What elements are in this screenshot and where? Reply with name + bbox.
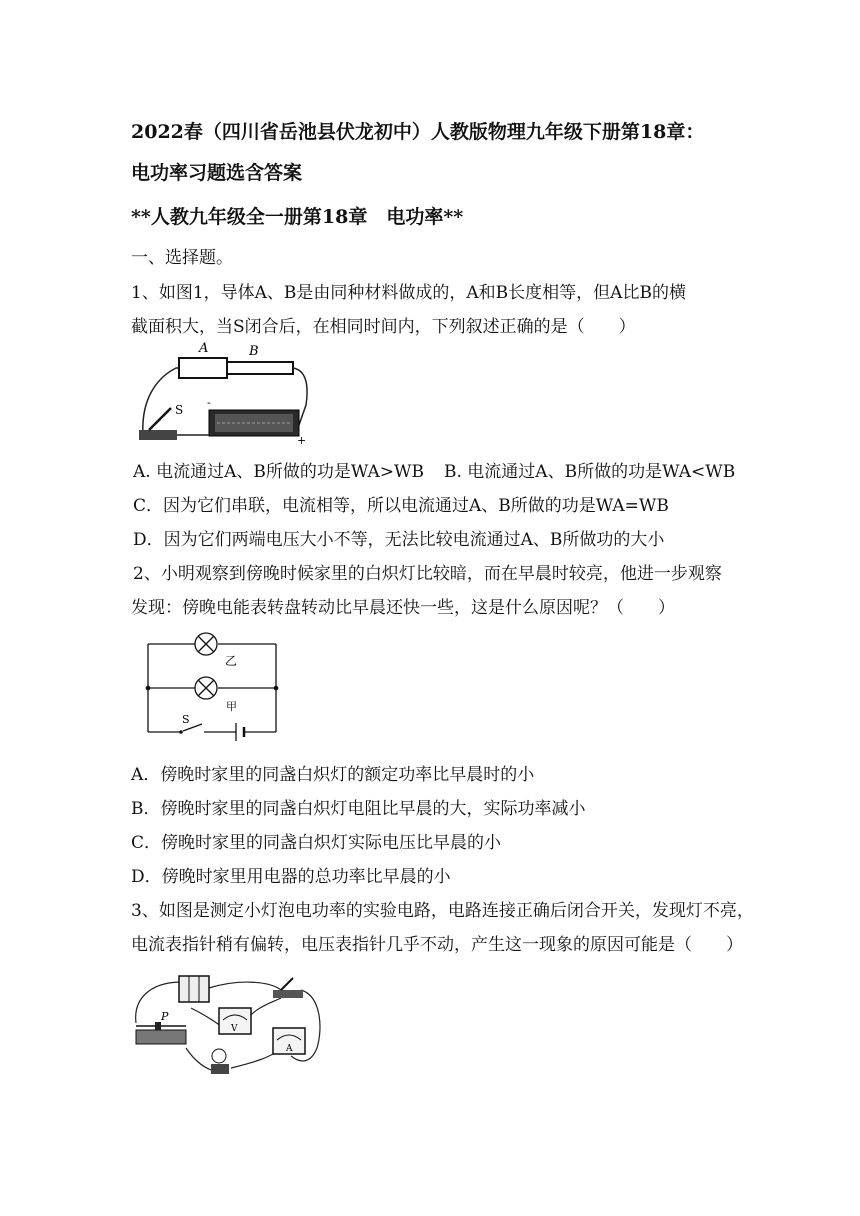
svg-text:-: - — [207, 396, 211, 409]
rheostat — [136, 1030, 186, 1044]
q2-circuit-figure — [140, 632, 285, 744]
label-s: S — [182, 713, 190, 726]
lamp — [212, 1049, 226, 1063]
q3-circuit-figure — [131, 968, 326, 1083]
q1-option-a: A. 电流通过A、B所做的功是WA>WB — [133, 462, 424, 482]
label-s: S — [175, 403, 184, 417]
label-yi: 乙 — [225, 654, 238, 668]
switch — [273, 990, 303, 998]
label-a: A — [199, 341, 209, 356]
battery-pack — [179, 976, 209, 1002]
q2-option-c: C．傍晚时家里的同盏白炽灯实际电压比早晨的小 — [131, 833, 502, 853]
q1-stem-line2: 截面积大，当S闭合后，在相同时间内，下列叙述正确的是（ ） — [131, 317, 636, 337]
label-v: V — [231, 1024, 238, 1034]
resistor-b — [227, 362, 293, 374]
q1-option-c: C．因为它们串联，电流相等，所以电流通过A、B所做的功是WA=WB — [133, 496, 669, 516]
switch-base — [139, 430, 177, 440]
q1-option-d: D．因为它们两端电压大小不等，无法比较电流通过A、B所做功的大小 — [133, 530, 665, 550]
doc-title-line2: 电功率习题选含答案 — [131, 162, 303, 184]
label-p: P — [161, 1010, 169, 1023]
chapter-heading: **人教九年级全一册第18章 电功率** — [131, 206, 464, 228]
section-heading: 一、选择题。 — [131, 248, 233, 268]
q1-circuit-figure — [131, 340, 311, 448]
q2-option-d: D．傍晚时家里用电器的总功率比早晨的小 — [131, 867, 451, 887]
q2-stem-line1: 2、小明观察到傍晚时候家里的白炽灯比较暗，而在早晨时较亮，他进一步观察 — [133, 564, 722, 584]
q3-stem-line2: 电流表指针稍有偏转，电压表指针几乎不动，产生这一现象的原因可能是（ ） — [131, 935, 743, 955]
q2-option-b: B．傍晚时家里的同盏白炽灯电阻比早晨的大，实际功率减小 — [131, 799, 586, 819]
q3-stem-line1: 3、如图是测定小灯泡电功率的实验电路，电路连接正确后闭合开关，发现灯不亮， — [131, 901, 754, 921]
doc-title-line1: 2022春（四川省岳池县伏龙初中）人教版物理九年级下册第18章： — [131, 121, 705, 143]
svg-text:+: + — [297, 434, 307, 447]
q1-stem-line1: 1、如图1，导体A、B是由同种材料做成的，A和B长度相等，但A比B的横 — [131, 283, 686, 303]
resistor-a — [179, 358, 227, 378]
label-a: A — [286, 1044, 293, 1054]
label-b: B — [249, 344, 259, 359]
q2-stem-line2: 发现：傍晚电能表转盘转动比早晨还快一些，这是什么原因呢？（ ） — [131, 598, 675, 618]
label-jia: 甲 — [226, 700, 237, 713]
q2-option-a: A．傍晚时家里的同盏白炽灯的额定功率比早晨时的小 — [131, 765, 535, 785]
q1-option-b: B. 电流通过A、B所做的功是WA<WB — [444, 462, 736, 482]
